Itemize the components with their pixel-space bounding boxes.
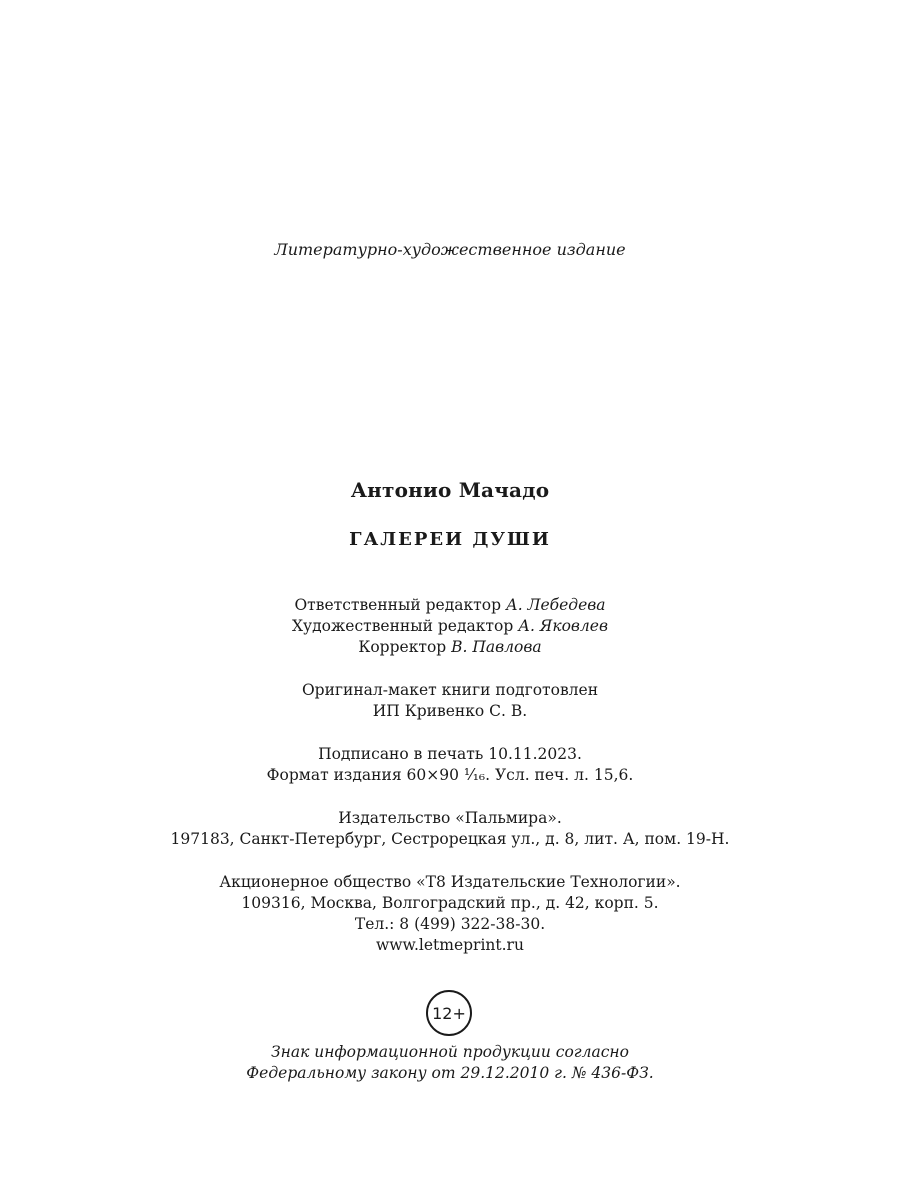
printer-address: 109316, Москва, Волгоградский пр., д. 42, корп. 5.	[241, 894, 659, 912]
author-name: Антонио Мачадо	[350, 478, 550, 502]
edition-format: Формат издания 60×90 ¹⁄₁₆. Усл. печ. л. 15,6.	[266, 766, 634, 784]
layout-credit-line2: ИП Кривенко С. В.	[372, 702, 528, 720]
chief-editor-line	[0, 595, 900, 616]
proofreader-line	[0, 637, 900, 658]
info-notice-line1: Знак информационной продукции согласно	[271, 1043, 629, 1061]
info-notice-line2: Федеральному закону от 29.12.2010 г. № 436-ФЗ.	[246, 1064, 654, 1082]
art-editor-name: А. Яковлев	[518, 617, 608, 635]
printer-phone: Тел.: 8 (499) 322-38-30.	[354, 915, 546, 933]
signed-to-print: Подписано в печать 10.11.2023.	[318, 745, 582, 763]
layout-credit-line1: Оригинал-макет книги подготовлен	[301, 681, 599, 699]
book-title: ГАЛЕРЕИ ДУШИ	[349, 529, 551, 550]
art-editor-line	[0, 616, 900, 637]
printer-website[interactable]: www.letmeprint.ru	[376, 936, 524, 954]
age-rating-badge: 12+	[426, 990, 472, 1036]
chief-editor-role: Ответственный редактор	[294, 596, 502, 614]
edition-type: Литературно-художественное издание	[274, 240, 626, 259]
publisher-name: Издательство «Пальмира».	[338, 809, 562, 827]
art-editor-role: Художественный редактор	[291, 617, 514, 635]
proofreader-name: В. Павлова	[451, 638, 542, 656]
publisher-address: 197183, Санкт-Петербург, Сестрорецкая ул., д. 8, лит. А, пом. 19-Н.	[170, 830, 730, 848]
chief-editor-name: А. Лебедева	[505, 596, 606, 614]
proofreader-role: Корректор	[358, 638, 447, 656]
printer-name: Акционерное общество «Т8 Издательские Технологии».	[219, 873, 681, 891]
